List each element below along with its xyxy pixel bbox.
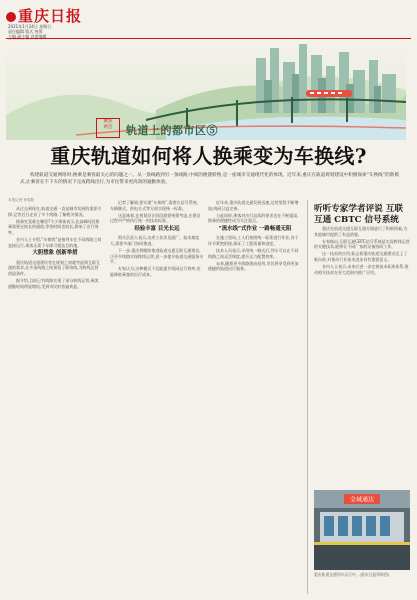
paragraph: 业内人士表示,未来应进一步完善技术标准体系,推动相关技术在更大范围内推广应用。 <box>314 264 409 275</box>
paragraph: 技术人员表示,采用统一制式后,列车可以在不同线路之间灵活调度,提升运力配置效率。 <box>208 248 299 259</box>
paragraph: 与此同时,乘客对出行品质的要求也在不断提高,换乘的便捷性成为关注重点。 <box>208 212 299 224</box>
paper-logo <box>6 5 82 26</box>
meta-line: 主编 副主编 首席编辑 <box>8 34 47 39</box>
paragraph: 从过去到现在,轨道交通一直是城市发展的重要支撑,记者近日走访了多个线路,了解相关情况。 <box>8 206 102 217</box>
paragraph: 记者了解到,要实现“车换线”,需要在信号系统、车辆制式、供电方式等方面实现统一标准。 <box>110 200 201 211</box>
train-icon <box>306 90 352 97</box>
column-divider <box>307 200 308 594</box>
paragraph: 未来,随着更多线路建成投用,市民将享受到更加便捷的轨道出行服务。 <box>208 260 299 272</box>
paragraph: 专家指出,互联互通CBTC信号系统是实现跨线运营的关键技术,能够让不同厂家的设备协同工作。 <box>314 238 410 250</box>
paragraph: 在施工现场,工人们按照统一标准进行作业,各个环节紧密衔接,保证了工程质量和进度。 <box>208 235 299 247</box>
header-rule <box>6 38 411 39</box>
metro-platform-photo <box>314 490 410 570</box>
paragraph: 这意味着,在规划设计阶段就要统筹考虑,在建设过程中严格执行统一的技术标准。 <box>110 212 201 224</box>
photo-caption: 重庆轨道交通列车运行中。(重庆日报资料图) <box>314 572 390 577</box>
meta-line: 2021年1月24日 星期日 <box>8 24 52 29</box>
article-lede: 构建轨道交通网络时,换乘是乘客最关心的问题之一。从一条线路到另一条线路,中间的便捷转换,是一座城市交通现代化的体现。近年来,重庆在轨道规划建设中积极探索“车换线”的新模式,让乘客在不下车的情况下完成跨线出行,为市民带来更高效的通勤体验。 <box>20 173 399 185</box>
subheading: 经验丰富 目光长远 <box>134 225 180 232</box>
paper-name: 重庆日报 <box>18 7 83 25</box>
paragraph: 据介绍,目前已有线路实现了部分跨线运营,乘客通勤时间明显缩短,受到市民的普遍欢迎。 <box>8 278 99 289</box>
sidebar-column <box>314 200 410 488</box>
sidebar-title: 听听专家学者评说 互联互通 CBTC 信号系统 <box>314 204 403 225</box>
paragraph: 下一步,重庆将继续推进轨道交通互联互通建设,让更多线路实现跨线运营,进一步提升轨道交通服务水平。 <box>110 248 204 265</box>
section-banner <box>6 40 406 140</box>
paragraph: 重庆在轨道交通互联互通方面进行了积极探索,为其他城市提供了有益借鉴。 <box>314 226 408 237</box>
paragraph: 专家认为,这种模式不仅能提升线网运行效率,也能降低乘客的出行成本。 <box>110 266 201 278</box>
paragraph: 近年来,重庆轨道交通发展迅速,运营里程不断增加,线网日益完善。 <box>208 200 299 211</box>
paragraph: 重庆轨道交通建设者在规划之初就考虑到互联互通的需求,在多条线路之间预留了联络线,为跨线运营创造条件。 <box>8 259 100 276</box>
meta-line: 责任编辑 版式 统筹 <box>8 29 43 34</box>
paragraph: 相关负责人表示,这项工作涉及面广、技术难度大,需要多部门协同推进。 <box>110 235 200 247</box>
article-column-1 <box>8 206 102 600</box>
section-stamp <box>96 118 120 138</box>
paragraph: 这一技术的应用,标志着重庆轨道交通建设迈上了新台阶,对推动行业技术进步具有重要意义。 <box>314 251 408 262</box>
platform-sign: 全域通达 <box>349 496 375 504</box>
article-headline: 重庆轨道如何将人换乘变为车换线? <box>50 144 367 168</box>
author-credit: 本报记者 何春阳 <box>8 198 35 202</box>
masthead <box>6 5 411 37</box>
stamp-line: 聚焦 <box>103 119 113 124</box>
section-title: 轨道上的都市区⑤ <box>126 124 218 137</box>
article-column-3 <box>208 200 302 600</box>
sidebar-photo <box>314 490 410 570</box>
subheading: 大胆想象 创新举措 <box>32 250 78 257</box>
logo-mark-icon <box>6 12 16 22</box>
subheading: “流水线”式作业 一路畅通无阻 <box>218 225 292 232</box>
paragraph: 业内人士介绍,“车换线”是指列车在不同线路之间直接运行,乘客无需下车即可抵达目的地。 <box>8 236 102 248</box>
stamp-line: 两会 <box>103 125 113 130</box>
article-column-2 <box>110 200 204 600</box>
paragraph: 换乘究竟难在哪里?不少乘客表示,在高峰时段换乘需要走较长的通道,等待时间也较长,影响了出行效率。 <box>8 218 100 235</box>
